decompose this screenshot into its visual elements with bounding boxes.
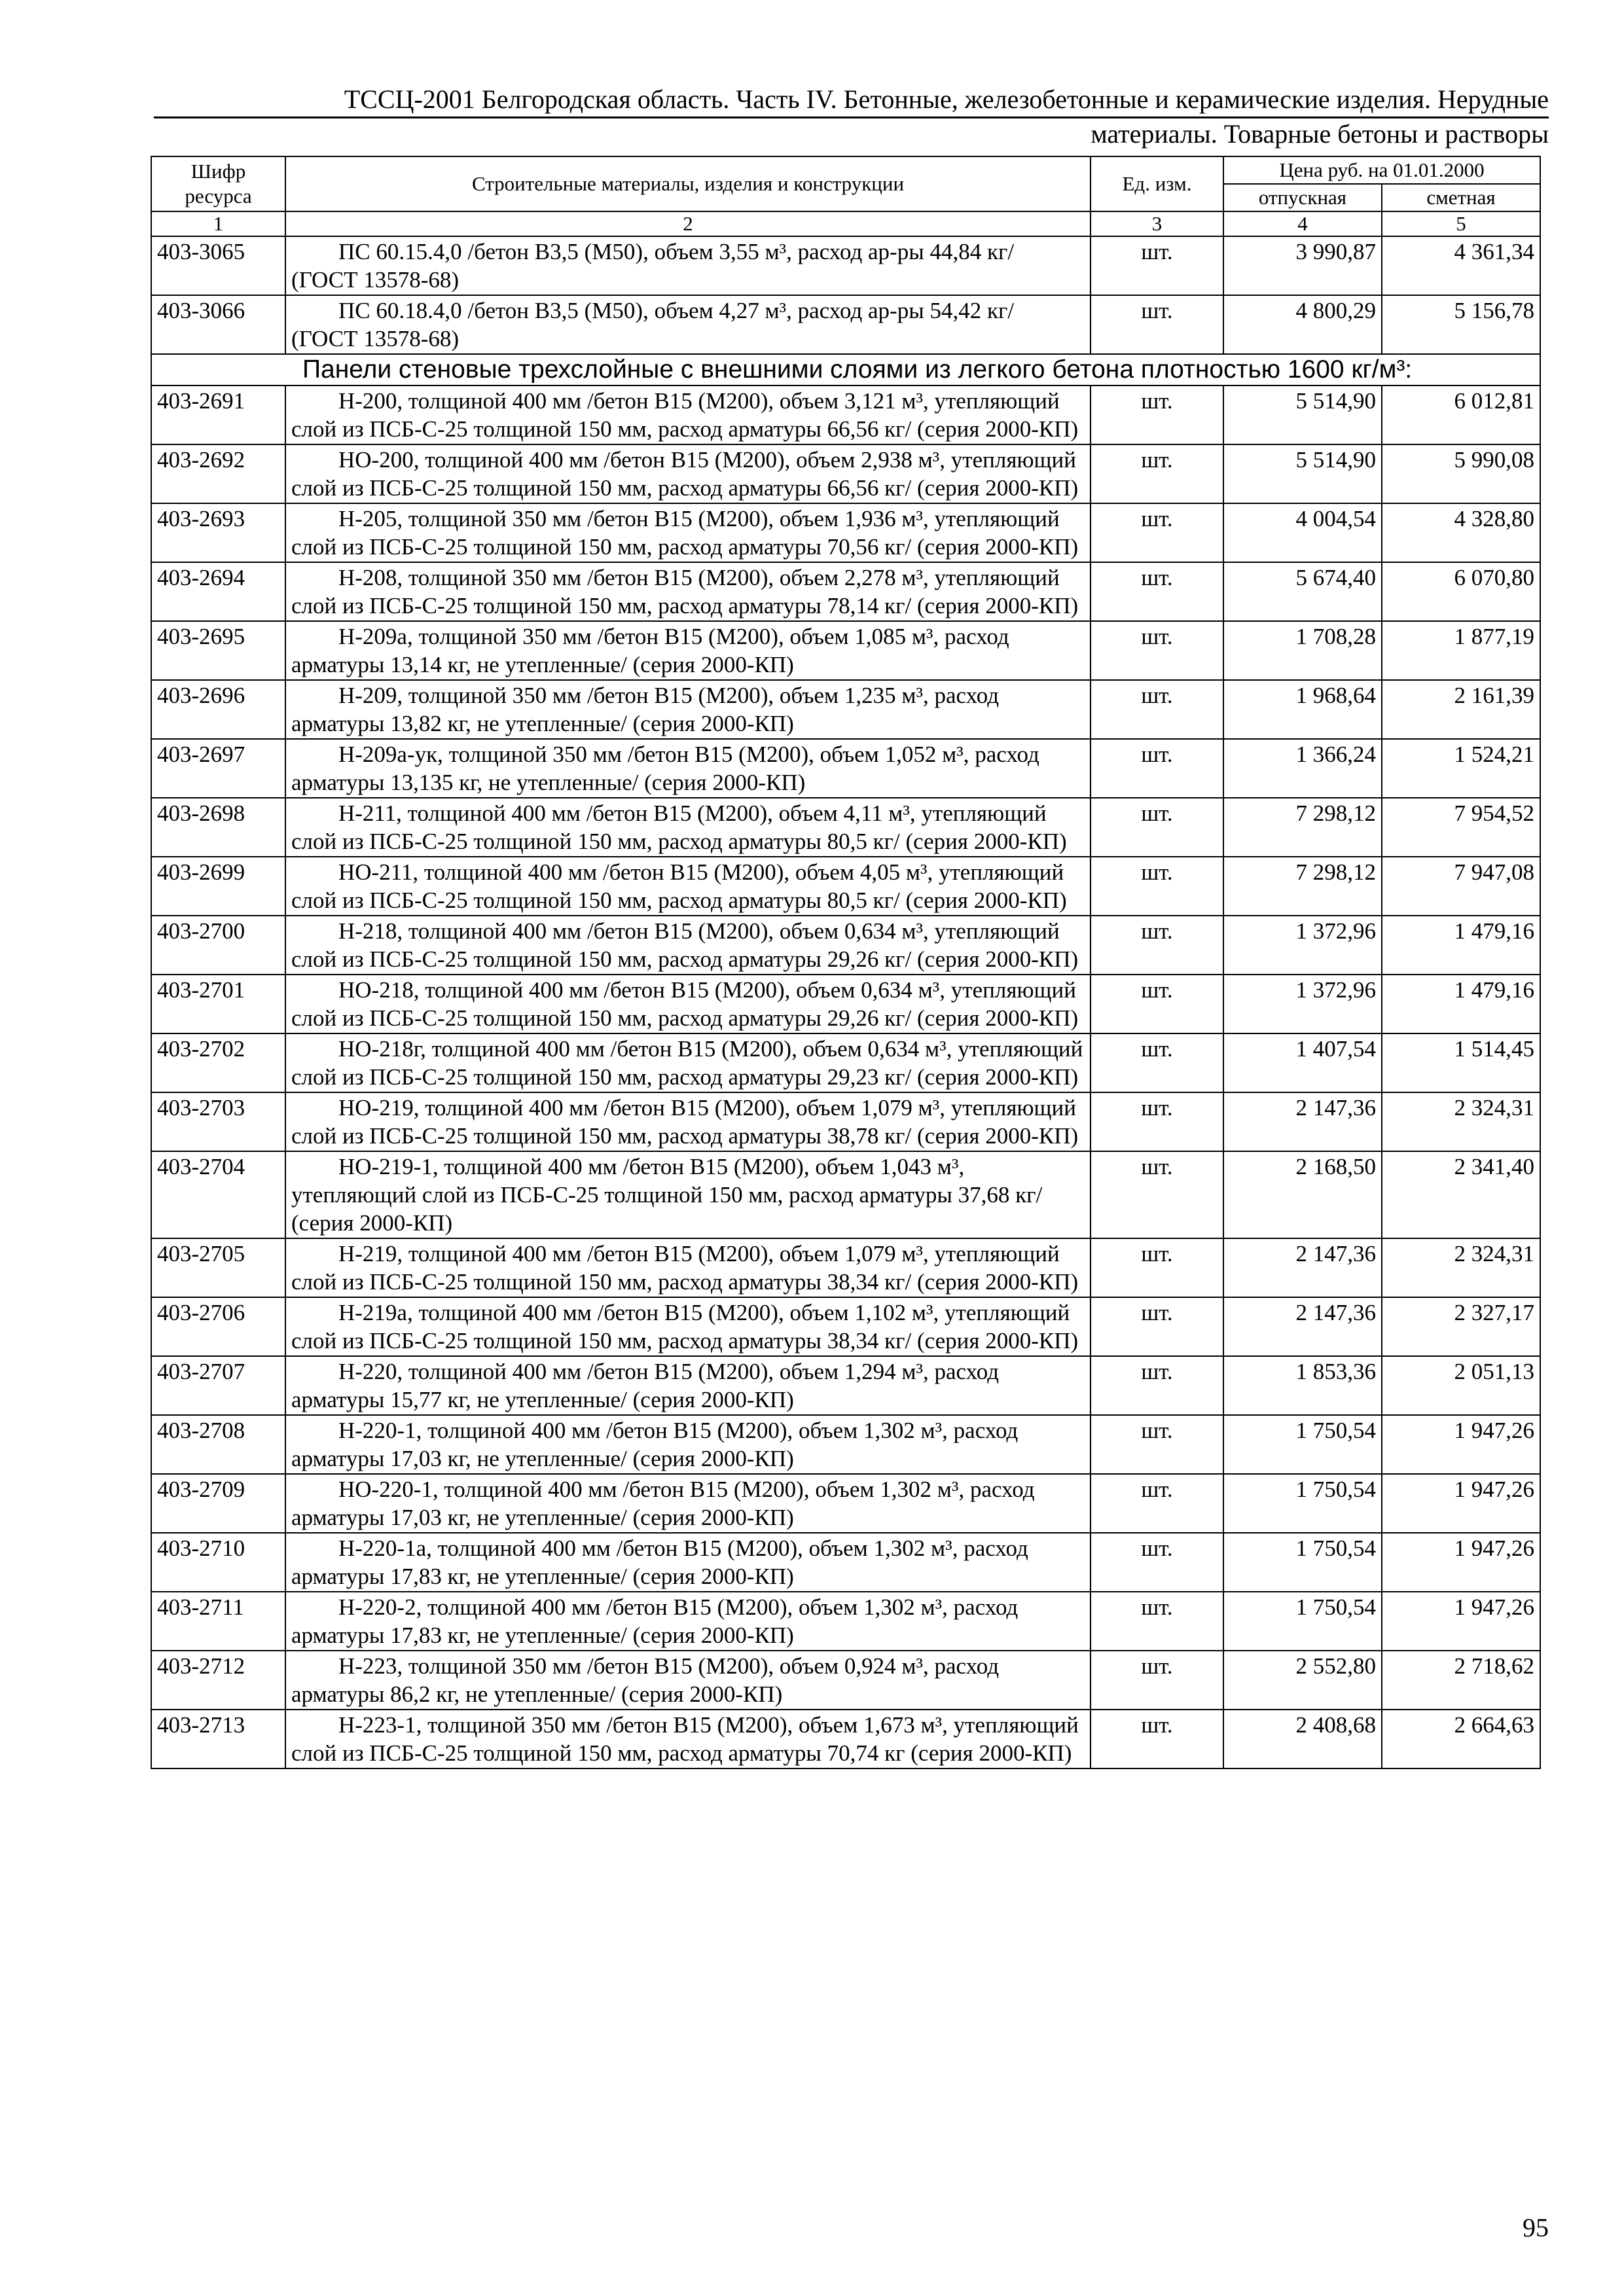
cell-release-price: 1 750,54 [1223,1533,1382,1592]
cell-release-price: 1 968,64 [1223,680,1382,739]
cell-unit: шт. [1091,1651,1223,1710]
cell-unit: шт. [1091,621,1223,680]
table-row [151,444,1540,503]
cell-name [285,236,1091,295]
cell-code: 403-2702 [151,1033,285,1092]
cell-name-text: НО-218, толщиной 400 мм /бетон В15 (М200), объем 0,634 м³, утепляющий слой из ПСБ-С-25 толщиной 150 мм, расход арматуры 29,26 кг/ (серия 2000-КП) [291,977,1079,1031]
cell-estimate-price: 7 954,52 [1382,798,1540,857]
cell-release-price: 1 366,24 [1223,739,1382,798]
cell-unit: шт. [1091,1238,1223,1297]
cell-name [285,1415,1091,1474]
table-body-rows [151,386,1540,1768]
cell-name [285,295,1091,354]
cell-name [285,1533,1091,1592]
cell-name-text: Н-209а, толщиной 350 мм /бетон В15 (М200), объем 1,085 м³, расход арматуры 13,14 кг, не утепленные/ (серия 2000-КП) [291,624,1009,677]
cell-release-price: 1 708,28 [1223,621,1382,680]
cell-name-text: ПС 60.15.4,0 /бетон В3,5 (М50), объем 3,55 м³, расход ар-ры 44,84 кг/ (ГОСТ 13578-68) [291,239,1015,293]
table-row [151,916,1540,975]
cell-unit: шт. [1091,295,1223,354]
col-number: 1 [151,211,285,236]
cell-name [285,1710,1091,1768]
table-row [151,503,1540,562]
cell-unit: шт. [1091,916,1223,975]
header-price: Цена руб. на 01.01.2000 [1223,156,1540,184]
header-estimate-price: сметная [1382,184,1540,211]
cell-estimate-price: 4 328,80 [1382,503,1540,562]
cell-release-price: 2 168,50 [1223,1151,1382,1238]
cell-name [285,1651,1091,1710]
cell-estimate-price: 2 324,31 [1382,1238,1540,1297]
table-row [151,680,1540,739]
section-title: Панели стеновые трехслойные с внешними слоями из легкого бетона плотностью 1600 кг/м³: [151,354,1540,386]
cell-release-price: 5 674,40 [1223,562,1382,621]
cell-estimate-price: 2 051,13 [1382,1356,1540,1415]
cell-name-text: Н-211, толщиной 400 мм /бетон В15 (М200), объем 4,11 м³, утепляющий слой из ПСБ-С-25 толщиной 150 мм, расход арматуры 80,5 кг/ (серия 2000-КП) [291,800,1067,854]
table-row [151,562,1540,621]
cell-release-price: 4 004,54 [1223,503,1382,562]
header-line-2: материалы. Товарные бетоны и растворы [1091,119,1549,149]
cell-release-price: 2 408,68 [1223,1710,1382,1768]
table-row [151,798,1540,857]
cell-name-text: ПС 60.18.4,0 /бетон В3,5 (М50), объем 4,27 м³, расход ар-ры 54,42 кг/ (ГОСТ 13578-68) [291,298,1015,351]
table-body-top [151,236,1540,354]
cell-name [285,1592,1091,1651]
cell-name-text: Н-223-1, толщиной 350 мм /бетон В15 (М200), объем 1,673 м³, утепляющий слой из ПСБ-С-25 толщиной 150 мм, расход арматуры 70,74 кг (серия 2000-КП) [291,1712,1079,1766]
cell-unit: шт. [1091,1356,1223,1415]
cell-release-price: 4 800,29 [1223,295,1382,354]
table-row [151,1710,1540,1768]
cell-name [285,562,1091,621]
cell-name-text: Н-209, толщиной 350 мм /бетон В15 (М200), объем 1,235 м³, расход арматуры 13,82 кг, не утепленные/ (серия 2000-КП) [291,683,1000,736]
cell-release-price: 2 552,80 [1223,1651,1382,1710]
cell-code: 403-2700 [151,916,285,975]
table-row [151,1033,1540,1092]
cell-release-price: 1 407,54 [1223,1033,1382,1092]
cell-name [285,1297,1091,1356]
cell-release-price: 1 750,54 [1223,1474,1382,1533]
cell-name-text: Н-205, толщиной 350 мм /бетон В15 (М200), объем 1,936 м³, утепляющий слой из ПСБ-С-25 толщиной 150 мм, расход арматуры 70,56 кг/ (серия 2000-КП) [291,506,1079,560]
cell-code: 403-2693 [151,503,285,562]
col-number: 5 [1382,211,1540,236]
table-row [151,975,1540,1033]
cell-name [285,1474,1091,1533]
cell-unit: шт. [1091,562,1223,621]
cell-unit: шт. [1091,857,1223,916]
col-number: 2 [285,211,1091,236]
table-section [151,354,1540,386]
cell-estimate-price: 2 718,62 [1382,1651,1540,1710]
cell-estimate-price: 1 479,16 [1382,916,1540,975]
cell-code: 403-2711 [151,1592,285,1651]
cell-estimate-price: 5 990,08 [1382,444,1540,503]
col-number: 3 [1091,211,1223,236]
cell-unit: шт. [1091,386,1223,444]
cell-unit: шт. [1091,503,1223,562]
cell-release-price: 2 147,36 [1223,1092,1382,1151]
cell-code: 403-2696 [151,680,285,739]
cell-estimate-price: 5 156,78 [1382,295,1540,354]
cell-unit: шт. [1091,1710,1223,1768]
cell-name-text: Н-218, толщиной 400 мм /бетон В15 (М200), объем 0,634 м³, утепляющий слой из ПСБ-С-25 толщиной 150 мм, расход арматуры 29,26 кг/ (серия 2000-КП) [291,918,1079,972]
table-row [151,1474,1540,1533]
cell-unit: шт. [1091,1151,1223,1238]
cell-unit: шт. [1091,1533,1223,1592]
cell-code: 403-3065 [151,236,285,295]
cell-name [285,916,1091,975]
cell-name-text: Н-220, толщиной 400 мм /бетон В15 (М200), объем 1,294 м³, расход арматуры 15,77 кг, не утепленные/ (серия 2000-КП) [291,1359,1000,1412]
table-row [151,857,1540,916]
header-unit: Ед. изм. [1091,156,1223,211]
header-code: Шифр ресурса [151,156,285,211]
table-row [151,1533,1540,1592]
cell-code: 403-2695 [151,621,285,680]
cell-unit: шт. [1091,1592,1223,1651]
cell-estimate-price: 1 947,26 [1382,1415,1540,1474]
cell-code: 403-2712 [151,1651,285,1710]
document-header [154,84,1549,150]
cell-release-price: 1 750,54 [1223,1415,1382,1474]
table-row [151,1297,1540,1356]
cell-name [285,621,1091,680]
cell-estimate-price: 7 947,08 [1382,857,1540,916]
cell-estimate-price: 2 324,31 [1382,1092,1540,1151]
cell-estimate-price: 1 947,26 [1382,1533,1540,1592]
cell-name [285,798,1091,857]
cell-name [285,1151,1091,1238]
cell-name-text: Н-219, толщиной 400 мм /бетон В15 (М200), объем 1,079 м³, утепляющий слой из ПСБ-С-25 толщиной 150 мм, расход арматуры 38,34 кг/ (серия 2000-КП) [291,1241,1079,1295]
cell-estimate-price: 1 877,19 [1382,621,1540,680]
cell-release-price: 7 298,12 [1223,857,1382,916]
cell-code: 403-2708 [151,1415,285,1474]
cell-estimate-price: 2 327,17 [1382,1297,1540,1356]
cell-unit: шт. [1091,680,1223,739]
table-row [151,386,1540,444]
cell-code: 403-2701 [151,975,285,1033]
cell-code: 403-3066 [151,295,285,354]
cell-name-text: НО-218г, толщиной 400 мм /бетон В15 (М200), объем 0,634 м³, утепляющий слой из ПСБ-С-25 толщиной 150 мм, расход арматуры 29,23 кг/ (серия 2000-КП) [291,1036,1083,1090]
cell-name [285,857,1091,916]
cell-code: 403-2699 [151,857,285,916]
cell-unit: шт. [1091,739,1223,798]
cell-name [285,975,1091,1033]
cell-name-text: НО-219-1, толщиной 400 мм /бетон В15 (М200), объем 1,043 м³, утепляющий слой из ПСБ-С-25 толщиной 150 мм, расход арматуры 37,68 кг/ (серия 2000-КП) [291,1154,1043,1236]
cell-name-text: Н-219а, толщиной 400 мм /бетон В15 (М200), объем 1,102 м³, утепляющий слой из ПСБ-С-25 толщиной 150 мм, расход арматуры 38,34 кг/ (серия 2000-КП) [291,1300,1079,1354]
cell-estimate-price: 2 341,40 [1382,1151,1540,1238]
cell-estimate-price: 1 479,16 [1382,975,1540,1033]
cell-code: 403-2705 [151,1238,285,1297]
cell-estimate-price: 2 664,63 [1382,1710,1540,1768]
cell-name [285,1238,1091,1297]
table-row [151,739,1540,798]
cell-release-price: 2 147,36 [1223,1238,1382,1297]
cell-unit: шт. [1091,798,1223,857]
cell-release-price: 7 298,12 [1223,798,1382,857]
cell-estimate-price: 1 514,45 [1382,1033,1540,1092]
cell-code: 403-2707 [151,1356,285,1415]
cell-code: 403-2710 [151,1533,285,1592]
cell-unit: шт. [1091,1474,1223,1533]
cell-name-text: НО-211, толщиной 400 мм /бетон В15 (М200), объем 4,05 м³, утепляющий слой из ПСБ-С-25 толщиной 150 мм, расход арматуры 80,5 кг/ (серия 2000-КП) [291,859,1067,913]
header-line-1: ТССЦ-2001 Белгородская область. Часть IV. Бетонные, железобетонные и керамические изделия. Нерудные [154,84,1549,118]
cell-unit: шт. [1091,1415,1223,1474]
cell-code: 403-2692 [151,444,285,503]
cell-unit: шт. [1091,444,1223,503]
cell-name [285,1356,1091,1415]
cell-code: 403-2691 [151,386,285,444]
cell-name [285,444,1091,503]
cell-code: 403-2713 [151,1710,285,1768]
table-row [151,236,1540,295]
cell-name [285,1092,1091,1151]
cell-code: 403-2704 [151,1151,285,1238]
cell-release-price: 2 147,36 [1223,1297,1382,1356]
table-row [151,1092,1540,1151]
cell-name-text: НО-200, толщиной 400 мм /бетон В15 (М200), объем 2,938 м³, утепляющий слой из ПСБ-С-25 толщиной 150 мм, расход арматуры 66,56 кг/ (серия 2000-КП) [291,447,1079,501]
cell-name-text: Н-220-1а, толщиной 400 мм /бетон В15 (М200), объем 1,302 м³, расход арматуры 17,83 кг, не утепленные/ (серия 2000-КП) [291,1535,1028,1589]
cell-name-text: НО-220-1, толщиной 400 мм /бетон В15 (М200), объем 1,302 м³, расход арматуры 17,03 кг, не утепленные/ (серия 2000-КП) [291,1477,1035,1530]
price-table [151,156,1541,1769]
cell-release-price: 1 750,54 [1223,1592,1382,1651]
header-release-price: отпускная [1223,184,1382,211]
cell-name [285,680,1091,739]
cell-code: 403-2706 [151,1297,285,1356]
cell-estimate-price: 6 012,81 [1382,386,1540,444]
table-row [151,1592,1540,1651]
cell-release-price: 5 514,90 [1223,444,1382,503]
page-number: 95 [1523,2213,1549,2242]
cell-name-text: НО-219, толщиной 400 мм /бетон В15 (М200), объем 1,079 м³, утепляющий слой из ПСБ-С-25 толщиной 150 мм, расход арматуры 38,78 кг/ (серия 2000-КП) [291,1095,1079,1149]
cell-code: 403-2703 [151,1092,285,1151]
cell-estimate-price: 1 524,21 [1382,739,1540,798]
cell-release-price: 1 372,96 [1223,916,1382,975]
cell-code: 403-2709 [151,1474,285,1533]
header-name: Строительные материалы, изделия и конструкции [285,156,1091,211]
col-number: 4 [1223,211,1382,236]
cell-unit: шт. [1091,1033,1223,1092]
cell-name-text: Н-209а-ук, толщиной 350 мм /бетон В15 (М200), объем 1,052 м³, расход арматуры 13,135 кг, не утепленные/ (серия 2000-КП) [291,742,1039,795]
cell-unit: шт. [1091,975,1223,1033]
cell-release-price: 5 514,90 [1223,386,1382,444]
cell-release-price: 1 372,96 [1223,975,1382,1033]
cell-code: 403-2698 [151,798,285,857]
cell-estimate-price: 1 947,26 [1382,1592,1540,1651]
table-row [151,1651,1540,1710]
cell-release-price: 1 853,36 [1223,1356,1382,1415]
cell-estimate-price: 1 947,26 [1382,1474,1540,1533]
cell-estimate-price: 4 361,34 [1382,236,1540,295]
cell-name-text: Н-220-2, толщиной 400 мм /бетон В15 (М200), объем 1,302 м³, расход арматуры 17,83 кг, не утепленные/ (серия 2000-КП) [291,1594,1019,1648]
cell-name [285,503,1091,562]
cell-code: 403-2694 [151,562,285,621]
cell-release-price: 3 990,87 [1223,236,1382,295]
cell-unit: шт. [1091,236,1223,295]
table-row [151,621,1540,680]
cell-name [285,1033,1091,1092]
cell-code: 403-2697 [151,739,285,798]
table-row [151,1415,1540,1474]
cell-estimate-price: 2 161,39 [1382,680,1540,739]
cell-name-text: Н-208, толщиной 350 мм /бетон В15 (М200), объем 2,278 м³, утепляющий слой из ПСБ-С-25 толщиной 150 мм, расход арматуры 78,14 кг/ (серия 2000-КП) [291,565,1079,619]
cell-name-text: Н-200, толщиной 400 мм /бетон В15 (М200), объем 3,121 м³, утепляющий слой из ПСБ-С-25 толщиной 150 мм, расход арматуры 66,56 кг/ (серия 2000-КП) [291,388,1079,442]
cell-name-text: Н-223, толщиной 350 мм /бетон В15 (М200), объем 0,924 м³, расход арматуры 86,2 кг, не утепленные/ (серия 2000-КП) [291,1653,1000,1707]
cell-unit: шт. [1091,1092,1223,1151]
cell-name [285,739,1091,798]
table-row [151,1356,1540,1415]
table-row [151,1151,1540,1238]
cell-unit: шт. [1091,1297,1223,1356]
cell-name [285,386,1091,444]
cell-estimate-price: 6 070,80 [1382,562,1540,621]
table-row [151,1238,1540,1297]
table-row [151,295,1540,354]
cell-name-text: Н-220-1, толщиной 400 мм /бетон В15 (М200), объем 1,302 м³, расход арматуры 17,03 кг, не утепленные/ (серия 2000-КП) [291,1418,1019,1471]
